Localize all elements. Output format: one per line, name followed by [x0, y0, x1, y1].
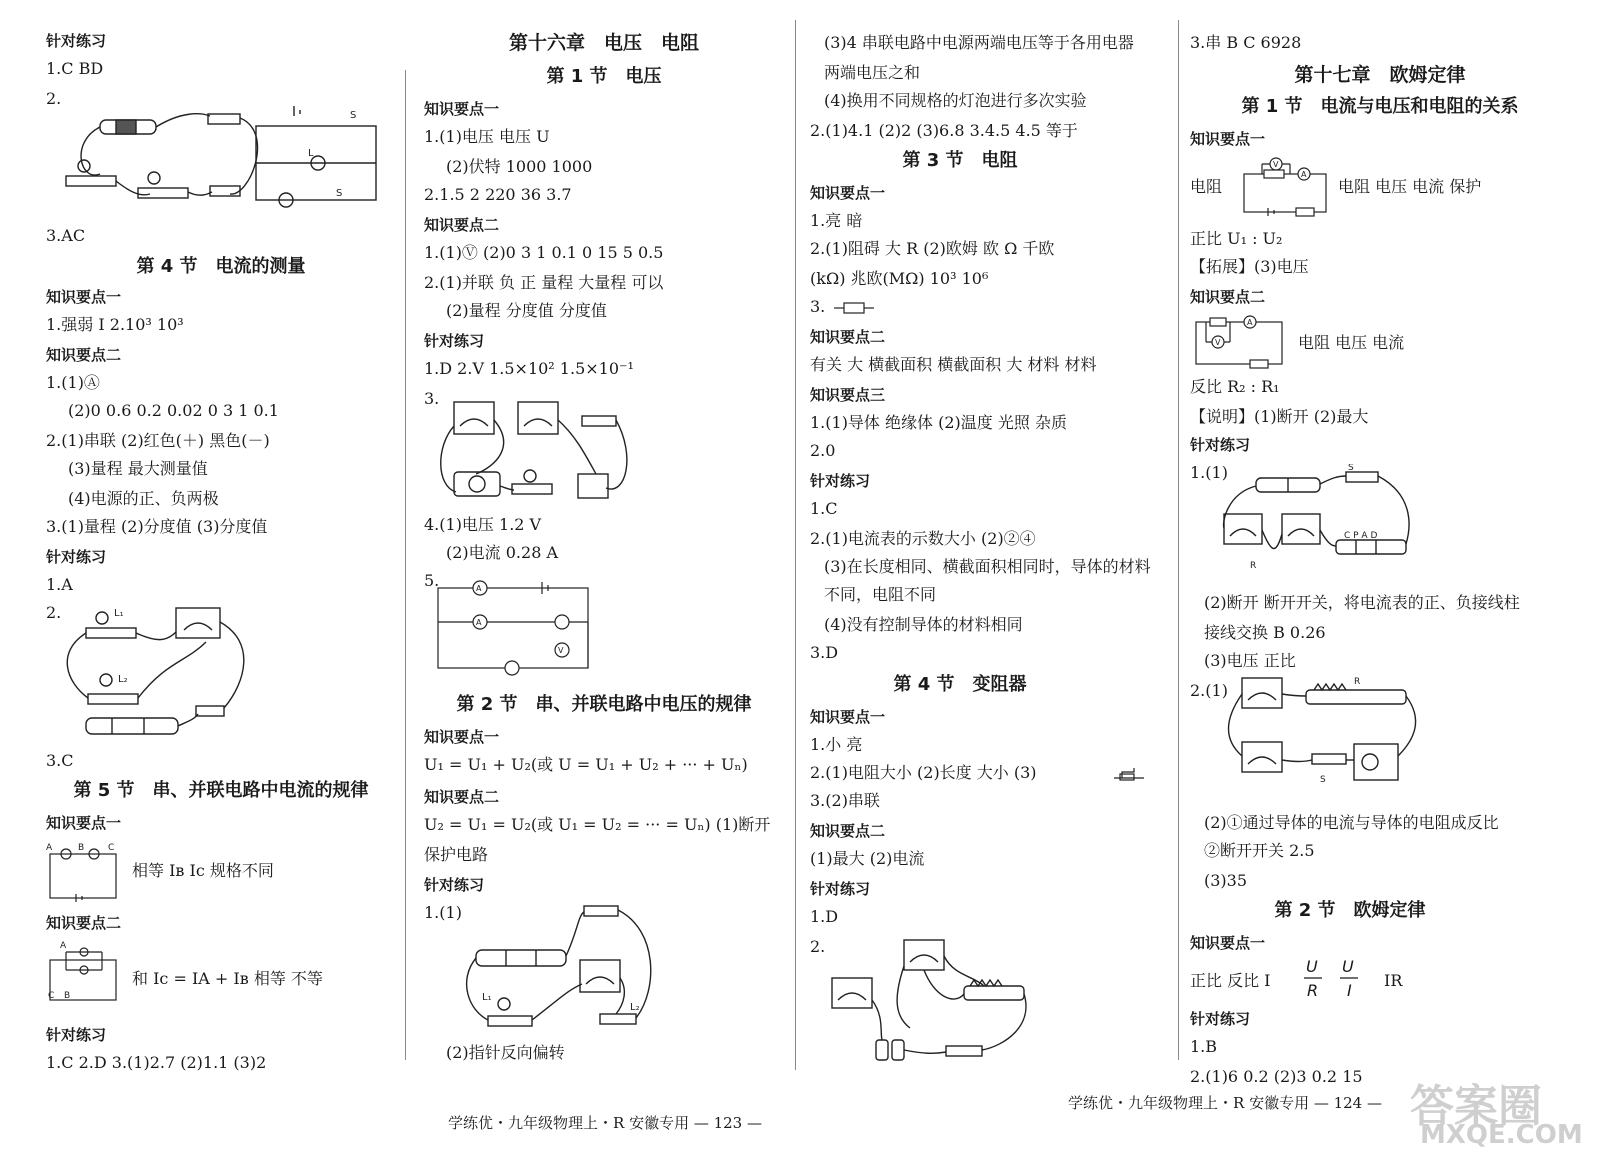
section-title: 第 2 节 欧姆定律 — [1274, 900, 1426, 921]
svg-text:R: R — [1307, 981, 1319, 1000]
heading-knowledge: 知识要点一 — [46, 288, 122, 306]
svg-text:L₂: L₂ — [118, 674, 128, 685]
answer-line: 相等 Iв Iс 规格不同 — [132, 861, 274, 880]
answer-line: 1.亮 暗 — [810, 211, 863, 230]
svg-text:L₁: L₁ — [482, 992, 492, 1003]
answer-line: (3)4 串联电路中电源两端电压等于各用电器 — [824, 33, 1134, 52]
svg-text:C P A D: C P A D — [1344, 531, 1378, 541]
answer-line: 1.强弱 I 2.10³ 10³ — [46, 315, 184, 334]
heading-practice: 针对练习 — [46, 548, 107, 566]
circuit-figure — [458, 900, 678, 1028]
column-divider-1 — [405, 70, 406, 1060]
svg-text:L: L — [308, 148, 314, 159]
svg-text:I: I — [1347, 981, 1352, 1000]
answer-line: 3.(1)量程 (2)分度值 (3)分度值 — [46, 517, 268, 536]
watermark-url: MXQE.COM — [1420, 1120, 1583, 1150]
heading-knowledge: 知识要点二 — [424, 788, 500, 806]
page-footer-right: 学练优・九年级物理上・R 安徽专用 — 124 — — [1068, 1094, 1382, 1112]
answer-line: 2.(1)6 0.2 (2)3 0.2 15 — [1190, 1067, 1363, 1086]
answer-line: 电阻 电压 电流 — [1298, 333, 1405, 352]
section-title: 第 4 节 变阻器 — [893, 674, 1027, 695]
answer-line: (3)量程 最大测量值 — [68, 459, 208, 478]
answer-line: 1.C — [810, 499, 838, 518]
heading-knowledge: 知识要点二 — [46, 346, 122, 364]
circuit-figure — [1224, 670, 1424, 794]
answer-line: 3.C — [46, 751, 74, 770]
svg-text:C: C — [108, 843, 115, 853]
heading-practice: 针对练习 — [46, 32, 107, 50]
svg-text:B: B — [64, 991, 71, 1001]
answer-line: 2.(1)4.1 (2)2 (3)6.8 3.4.5 4.5 等于 — [810, 121, 1078, 140]
answer-line: 正比 反比 I — [1190, 971, 1271, 990]
column-divider-2 — [795, 20, 796, 1070]
circuit-diagram — [1190, 312, 1292, 372]
column-divider-3 — [1178, 20, 1179, 1060]
heading-knowledge: 知识要点一 — [1190, 934, 1266, 952]
resistor-symbol — [834, 302, 874, 314]
circuit-figure — [56, 602, 276, 742]
svg-text:A: A — [476, 584, 482, 593]
answer-line: 2.(1)阻碍 大 R (2)欧姆 欧 Ω 千欧 — [810, 239, 1055, 258]
answer-line: (3)电压 正比 — [1204, 651, 1296, 670]
answer-line: 2.(1)并联 负 正 量程 大量程 可以 — [424, 273, 664, 292]
chapter-title: 第十六章 电压 电阻 — [508, 32, 699, 54]
svg-text:L₂: L₂ — [630, 1002, 640, 1013]
answer-line: 保护电路 — [424, 845, 489, 864]
svg-text:R: R — [1250, 561, 1257, 571]
answer-line: 2.(1)电流表的示数大小 (2)②④ — [810, 529, 1036, 548]
answer-line: (3)在长度相同、横截面积相同时，导体的材料 — [824, 557, 1151, 576]
heading-knowledge: 知识要点三 — [810, 386, 886, 404]
answer-line: 有关 大 横截面积 横截面积 大 材料 材料 — [810, 355, 1097, 374]
answer-line: 1.(1)导体 绝缘体 (2)温度 光照 杂质 — [810, 413, 1067, 432]
heading-knowledge: 知识要点二 — [810, 328, 886, 346]
heading-knowledge: 知识要点一 — [810, 184, 886, 202]
answer-line: (2)①通过导体的电流与导体的电阻成反比 — [1204, 813, 1499, 832]
answer-line: 1.(1)电压 电压 U — [424, 127, 550, 146]
heading-knowledge: 知识要点二 — [46, 914, 122, 932]
svg-text:R: R — [1354, 677, 1361, 687]
svg-text:S: S — [1348, 464, 1354, 473]
section-title: 第 1 节 电流与电压和电阻的关系 — [1241, 96, 1519, 117]
watermark-logo: 答案圈 — [1410, 1081, 1542, 1132]
answer-line: 5. — [424, 571, 440, 590]
answer-line: ②断开开关 2.5 — [1204, 841, 1315, 860]
answer-line: 【拓展】(3)电压 — [1190, 257, 1309, 276]
answer-line: 2.(1) — [1190, 681, 1228, 700]
answer-line: (4)电源的正、负两极 — [68, 489, 219, 508]
svg-text:V: V — [558, 646, 564, 655]
circuit-figure — [1216, 464, 1416, 576]
answer-line: (2)伏特 1000 1000 — [446, 157, 593, 176]
answer-line: (1)最大 (2)电流 — [810, 849, 925, 868]
section-title: 第 4 节 电流的测量 — [136, 256, 306, 277]
parallel-circuit-diagram — [46, 940, 122, 1004]
answer-line: 两端电压之和 — [824, 63, 921, 82]
answer-line: 1.(1)Ⓐ — [46, 373, 100, 392]
answer-line: 3.D — [810, 643, 839, 662]
svg-text:A: A — [46, 843, 53, 853]
answer-line: (2)0 0.6 0.2 0.02 0 3 1 0.1 — [68, 401, 279, 420]
circuit-diagram — [1238, 156, 1330, 220]
answer-line: 接线交换 B 0.26 — [1204, 623, 1326, 642]
heading-knowledge: 知识要点一 — [1190, 130, 1266, 148]
heading-knowledge: 知识要点一 — [810, 708, 886, 726]
answer-line: 2. — [46, 89, 62, 108]
answer-line: 2.0 — [810, 441, 836, 460]
answer-line: 2.1.5 2 220 36 3.7 — [424, 185, 572, 204]
answer-line: 1.D — [810, 907, 839, 926]
answer-line: 1.B — [1190, 1037, 1218, 1056]
answer-line: 和 Iс = IA + Iв 相等 不等 — [132, 969, 323, 988]
answer-line: 1.C 2.D 3.(1)2.7 (2)1.1 (3)2 — [46, 1053, 267, 1072]
svg-text:S: S — [336, 188, 343, 199]
answer-line: 1.A — [46, 575, 73, 594]
heading-knowledge: 知识要点二 — [424, 216, 500, 234]
answer-line: (4)换用不同规格的灯泡进行多次实验 — [824, 91, 1087, 110]
svg-text:A: A — [476, 618, 482, 627]
svg-text:A: A — [1301, 170, 1307, 179]
section-title: 第 1 节 电压 — [546, 66, 662, 87]
heading-practice: 针对练习 — [810, 880, 871, 898]
answer-line: 2.(1)串联 (2)红色(＋) 黑色(－) — [46, 431, 270, 450]
answer-line: 不同，电阻不同 — [824, 585, 937, 604]
circuit-figure — [824, 936, 1034, 1066]
heading-practice: 针对练习 — [1190, 436, 1251, 454]
heading-practice: 针对练习 — [424, 332, 485, 350]
answer-line: 正比 U₁ : U₂ — [1190, 229, 1283, 248]
answer-line: 3.AC — [46, 226, 86, 245]
circuit-figure — [436, 396, 636, 506]
heading-practice: 针对练习 — [810, 472, 871, 490]
page-footer-left: 学练优・九年级物理上・R 安徽专用 — 123 — — [448, 1114, 762, 1132]
answer-line: 电阻 — [1190, 177, 1223, 196]
heading-practice: 针对练习 — [424, 876, 485, 894]
section-title: 第 3 节 电阻 — [902, 150, 1018, 171]
svg-text:A: A — [1247, 318, 1253, 327]
answer-line: 2. — [810, 937, 826, 956]
section-title: 第 5 节 串、并联电路中电流的规律 — [73, 780, 369, 801]
svg-text:C: C — [48, 991, 55, 1001]
answer-line: 1.(1) — [424, 903, 462, 922]
circuit-figure — [60, 102, 400, 220]
answer-line: 1.C BD — [46, 59, 104, 78]
svg-text:V: V — [1215, 338, 1221, 347]
svg-text:L₁: L₁ — [114, 608, 124, 619]
answer-line: 1.D 2.V 1.5×10² 1.5×10⁻¹ — [424, 359, 634, 378]
answer-line: (2)断开 断开开关，将电流表的正、负接线柱 — [1204, 593, 1520, 612]
answer-line: U₂ = U₁ = U₂(或 U₁ = U₂ = ··· = Uₙ) (1)断开 — [424, 815, 771, 834]
heading-knowledge: 知识要点一 — [424, 100, 500, 118]
answer-line: (2)电流 0.28 A — [446, 543, 559, 562]
answer-line: (3)35 — [1204, 871, 1248, 890]
answer-line: 1.(1) — [1190, 463, 1228, 482]
svg-text:V: V — [1273, 160, 1279, 169]
answer-line: 4.(1)电压 1.2 V — [424, 515, 542, 534]
svg-text:S: S — [1320, 775, 1326, 785]
answer-line: (kΩ) 兆欧(MΩ) 10³ 10⁶ — [810, 269, 989, 288]
answer-line: (2)量程 分度值 分度值 — [446, 301, 607, 320]
answer-line: 3.(2)串联 — [810, 791, 880, 810]
answer-line: 3.串 B C 6928 — [1190, 33, 1302, 52]
circuit-diagram — [432, 572, 612, 676]
answer-line: 反比 R₂ : R₁ — [1190, 377, 1280, 396]
answer-line: 2. — [46, 603, 62, 622]
svg-text:U: U — [1342, 957, 1354, 976]
answer-line: 3. — [424, 389, 440, 408]
heading-knowledge: 知识要点一 — [46, 814, 122, 832]
svg-text:A: A — [60, 941, 67, 951]
svg-text:B: B — [78, 843, 85, 853]
svg-text:U: U — [1306, 957, 1318, 976]
formula-fractions — [1300, 954, 1380, 1004]
chapter-title: 第十七章 欧姆定律 — [1294, 64, 1466, 86]
answer-line: 1.(1)Ⓥ (2)0 3 1 0.1 0 15 5 0.5 — [424, 243, 664, 262]
section-title: 第 2 节 串、并联电路中电压的规律 — [456, 694, 752, 715]
answer-line: U₁ = U₁ + U₂(或 U = U₁ + U₂ + ··· + Uₙ) — [424, 755, 748, 774]
svg-text:S: S — [350, 110, 357, 121]
answer-line: 【说明】(1)断开 (2)最大 — [1190, 407, 1369, 426]
answer-line: (4)没有控制导体的材料相同 — [824, 615, 1023, 634]
rheostat-symbol — [1114, 766, 1144, 782]
answer-line: 1.小 亮 — [810, 735, 863, 754]
heading-practice: 针对练习 — [1190, 1010, 1251, 1028]
heading-knowledge: 知识要点二 — [1190, 288, 1266, 306]
answer-line: 2.(1)电阻大小 (2)长度 大小 (3) — [810, 763, 1037, 782]
answer-line: 3. — [810, 297, 826, 316]
heading-practice: 针对练习 — [46, 1026, 107, 1044]
heading-knowledge: 知识要点二 — [810, 822, 886, 840]
series-circuit-diagram — [46, 838, 122, 902]
heading-knowledge: 知识要点一 — [424, 728, 500, 746]
answer-line: (2)指针反向偏转 — [446, 1043, 565, 1062]
answer-line: 电阻 电压 电流 保护 — [1338, 177, 1482, 196]
answer-line: IR — [1384, 971, 1403, 990]
